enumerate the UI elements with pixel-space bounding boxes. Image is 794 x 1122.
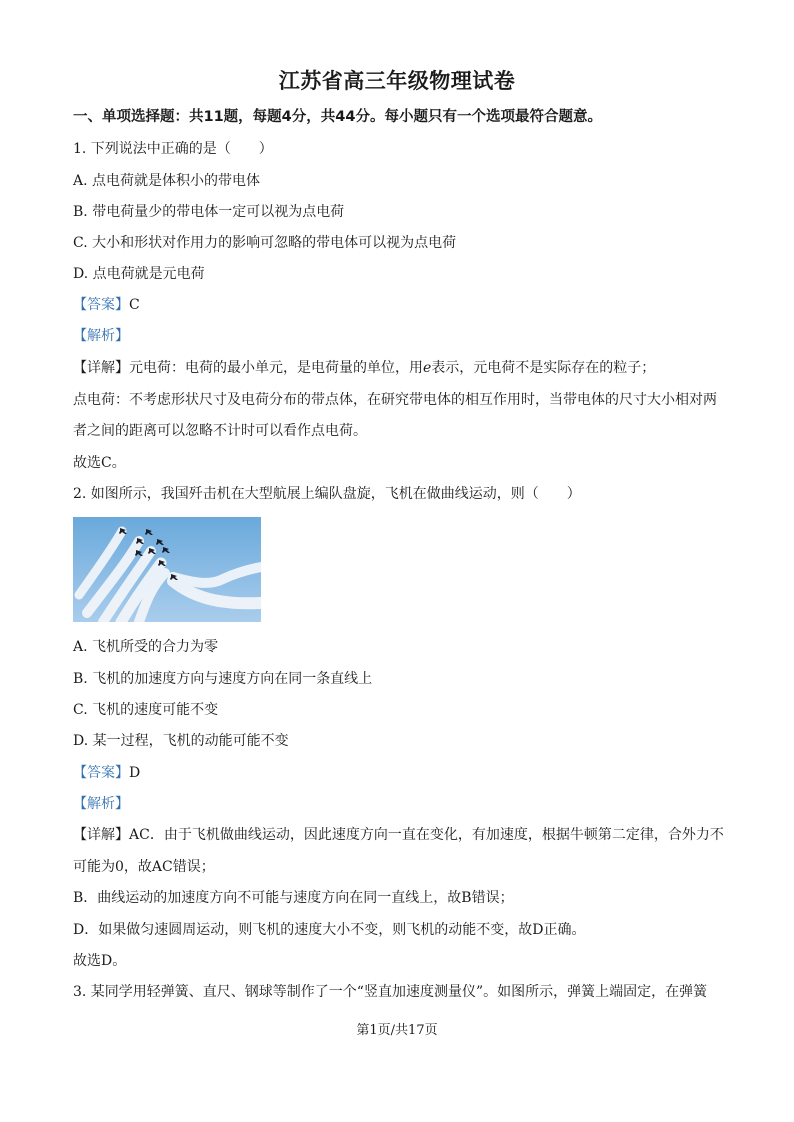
q2-detail-tag: 【详解】 [73,827,129,843]
q2-option-d: D. 某一过程，飞机的动能可能不变 [73,733,289,749]
q2-analysis-tag: 【解析】 [73,796,129,812]
jet-formation-photo [73,517,261,622]
q1-answer-tag: 【答案】 [73,297,129,313]
q1-detail-text-a: 元电荷：电荷的最小单元，是电荷量的单位，用 [129,360,423,376]
q1-option-a: A. 点电荷就是体积小的带电体 [73,173,261,189]
page-footer: 第1页/共17页 [356,1023,438,1038]
q1-detail-line-2: 点电荷：不考虑形状尺寸及电荷分布的带点体，在研究带电体的相互作用时，当带电体的尺寸大小相对两 [73,392,717,408]
q1-detail-var: e [423,360,432,376]
q1-detail-text-b: 表示，元电荷不是实际存在的粒子； [431,360,656,376]
q2-detail-line-1 [73,825,723,845]
q1-detail-line-3: 者之间的距离可以忽略不计时可以看作点电荷。 [73,423,367,439]
q2-answer-value: D [129,765,141,781]
q1-option-d: D. 点电荷就是元电荷 [73,266,205,282]
q1-analysis-tag: 【解析】 [73,328,129,344]
q2-detail-line-3: B．曲线运动的加速度方向不可能与速度方向在同一直线上，故B错误； [73,890,514,906]
q1-answer [73,295,723,315]
q1-option-c: C. 大小和形状对作用力的影响可忽略的带电体可以视为点电荷 [73,235,457,251]
q1-conclusion: 故选C。 [73,455,126,471]
q1-analysis [73,326,723,346]
q2-answer-tag: 【答案】 [73,765,129,781]
q2-stem: 2. 如图所示，我国歼击机在大型航展上编队盘旋，飞机在做曲线运动，则（ ） [73,486,581,502]
q2-option-b: B. 飞机的加速度方向与速度方向在同一条直线上 [73,671,373,687]
q2-detail-line-4: D．如果做匀速圆周运动，则飞机的速度大小不变，则飞机的动能不变，故D正确。 [73,922,586,938]
q1-detail-tag: 【详解】 [73,360,129,376]
q1-answer-value: C [129,297,140,313]
page-title: 江苏省高三年级物理试卷 [278,69,516,93]
q2-detail-text-1: AC．由于飞机做曲线运动，因此速度方向一直在变化，有加速度，根据牛顿第二定律，合外力不 [129,827,724,843]
section-heading: 一、单项选择题：共11题，每题4分，共44分。每小题只有一个选项最符合题意。 [73,109,602,125]
q2-option-c: C. 飞机的速度可能不变 [73,702,219,718]
q2-answer [73,763,723,783]
q2-detail-line-2: 可能为0，故AC错误； [73,859,215,875]
q2-option-a: A. 飞机所受的合力为零 [73,639,219,655]
q1-stem: 1. 下列说法中正确的是（ ） [73,141,273,157]
q2-conclusion: 故选D。 [73,953,127,969]
q1-detail-line-1 [73,358,723,378]
q2-analysis [73,794,723,814]
q3-stem: 3. 某同学用轻弹簧、直尺、钢球等制作了一个“竖直加速度测量仪”。如图所示，弹簧上端固定，在弹簧 [73,984,708,1000]
q1-option-b: B. 带电荷量少的带电体一定可以视为点电荷 [73,204,345,220]
